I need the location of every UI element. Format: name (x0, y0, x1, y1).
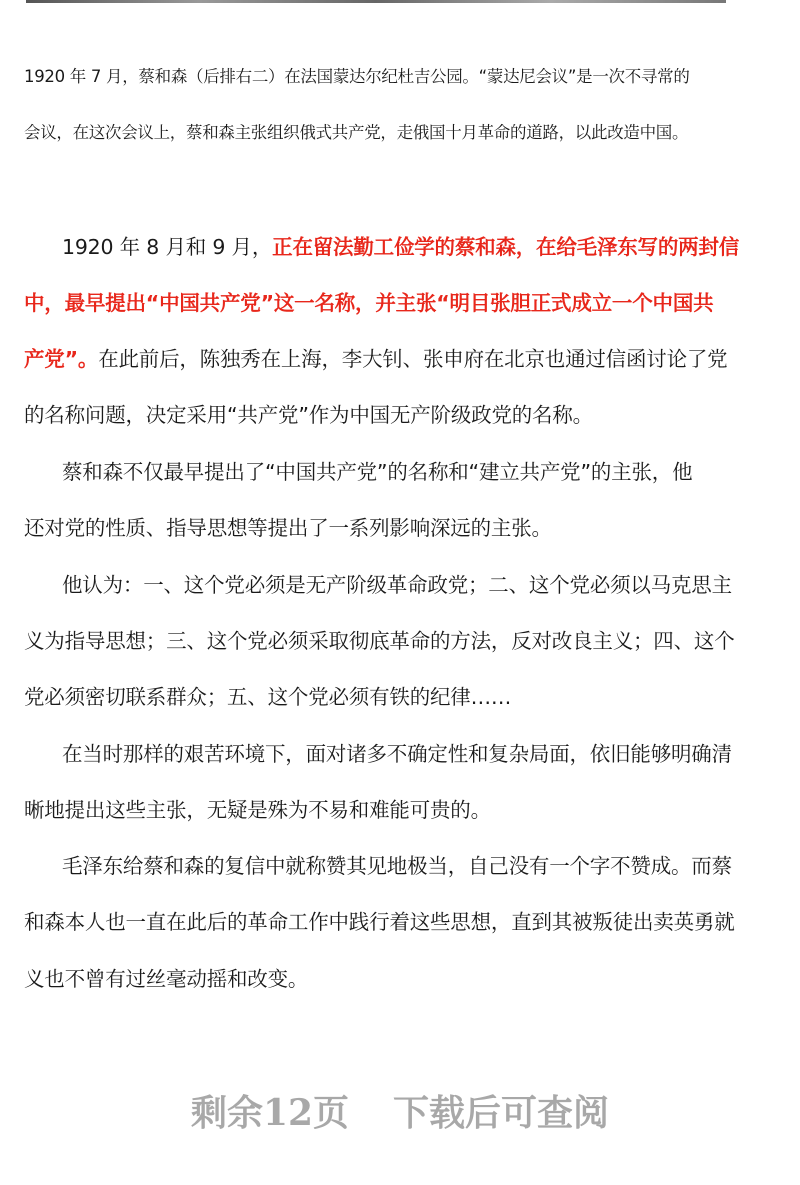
paragraph-line: 和森本人也一直在此后的革命工作中践行着这些思想，直到其被叛徒出卖英勇就 (24, 910, 735, 934)
paragraph-line: 在当时那样的艰苦环境下，面对诸多不确定性和复杂局面，依旧能够明确清 (62, 742, 732, 766)
paragraph-line: 的名称问题，决定采用“共产党”作为中国无产阶级政党的名称。 (24, 403, 593, 427)
paragraph-line: 他认为：一、这个党必须是无产阶级革命政党；二、这个党必须以马克思主 (62, 573, 732, 597)
paragraph-line: 还对党的性质、指导思想等提出了一系列影响深远的主张。 (24, 516, 552, 540)
remaining-pages: 剩余12页 (190, 1092, 350, 1134)
paragraph-line: 蔡和森不仅最早提出了“中国共产党”的名称和“建立共产党”的主张，他 (62, 460, 693, 484)
highlighted-text: 中，最早提出“中国共产党”这一名称，并主张“明目张胆正式成立一个中国共 (24, 291, 714, 315)
text: 1920 年 8 月和 9 月， (62, 235, 273, 259)
photo-bottom-edge (26, 0, 726, 3)
paragraph-line: 毛泽东给蔡和森的复信中就称赞其见地极当，自己没有一个字不赞成。而蔡 (62, 854, 732, 878)
paragraph-line: 党必须密切联系群众；五、这个党必须有铁的纪律…… (24, 685, 512, 709)
download-prompt[interactable] (0, 1085, 800, 1136)
paragraph-line (62, 230, 739, 260)
paragraph-line: 义为指导思想；三、这个党必须采取彻底革命的方法，反对改良主义；四、这个 (24, 629, 735, 653)
paragraph-line: 义也不曾有过丝毫动摇和改变。 (24, 967, 309, 991)
download-to-read[interactable]: 下载后可查阅 (393, 1092, 610, 1134)
paragraph-line (24, 342, 728, 372)
paragraph-line: 晰地提出这些主张，无疑是殊为不易和难能可贵的。 (24, 798, 491, 822)
text: 在此前后，陈独秀在上海，李大钊、张申府在北京也通过信函讨论了党 (98, 347, 728, 371)
highlighted-text: 产党”。 (24, 347, 99, 371)
photo-caption-line: 会议，在这次会议上，蔡和森主张组织俄式共产党，走俄国十月革命的道路，以此改造中国。 (24, 123, 689, 142)
highlighted-text: 正在留法勤工俭学的蔡和森，在给毛泽东写的两封信 (272, 235, 740, 259)
photo-caption-line: 1920 年 7 月，蔡和森（后排右二）在法国蒙达尔纪杜吉公园。“蒙达尼会议”是一次不寻常的 (24, 67, 690, 86)
